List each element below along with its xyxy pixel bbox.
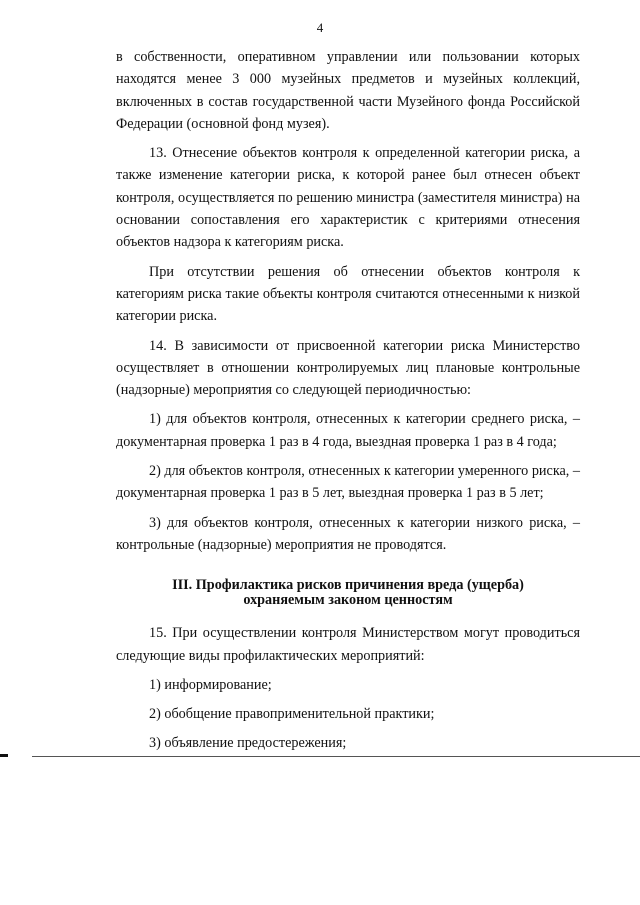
paragraph-13: 13. Отнесение объектов контроля к определенной категории риска, а также изменение категории риска, к которой ранее был отнесен объект контроля, осуществляется по решению министра (заместителя министра) на основании сопоставления его характеристик с критериями отнесения объектов надзора к категориям риска. <box>116 145 580 251</box>
horizontal-rule <box>32 756 640 757</box>
list-item-15-3: 3) объявление предостережения; <box>149 735 347 752</box>
section-heading-line2: охраняемым законом ценностям <box>243 592 453 609</box>
paragraph-13-note: При отсутствии решения об отнесении объектов контроля к категориям риска такие объекты контроля считаются отнесенными к низкой категории риска. <box>116 263 580 325</box>
page-number: 4 <box>316 20 324 35</box>
paragraph-15: 15. При осуществлении контроля Министерством могут проводиться следующие виды профилактических мероприятий: <box>116 625 580 664</box>
paragraph-14: 14. В зависимости от присвоенной категории риска Министерство осуществляет в отношении контролируемых лиц плановые контрольные (надзорные) мероприятия со следующей периодичностью: <box>116 337 580 399</box>
list-item-15-2: 2) обобщение правоприменительной практики; <box>149 706 435 723</box>
section-heading <box>116 578 580 608</box>
list-item-14-2: 2) для объектов контроля, отнесенных к категории умеренного риска, – документарная проверка 1 раз в 5 лет, выездная проверка 1 раз в 5 лет; <box>116 463 580 502</box>
list-item-14-1: 1) для объектов контроля, отнесенных к категории среднего риска, – документарная проверка 1 раз в 4 года, выездная проверка 1 раз в 4 года; <box>116 411 580 450</box>
list-item-15-1: 1) информирование; <box>149 676 272 693</box>
paragraph-continuation: в собственности, оперативном управлении или пользовании которых находятся менее 3 000 музейных предметов и музейных коллекций, включенных в состав государственной части Музейного фонда Российской Федерации (основной фонд музея). <box>116 49 580 132</box>
section-heading-line1: III. Профилактика рисков причинения вреда (ущерба) <box>172 577 524 594</box>
document-body <box>116 46 580 755</box>
list-item-14-3: 3) для объектов контроля, отнесенных к категории низкого риска, – контрольные (надзорные) мероприятия не проводятся. <box>116 514 580 553</box>
scan-edge-mark <box>0 754 8 757</box>
